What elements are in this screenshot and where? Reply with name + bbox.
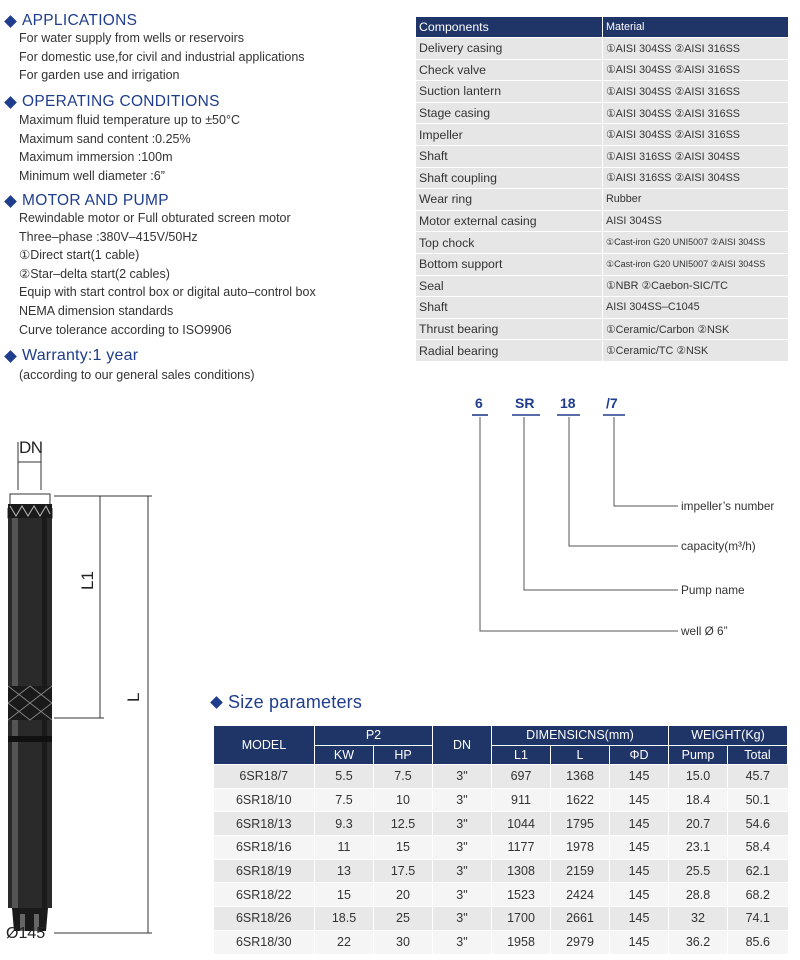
model-cell: 6SR18/13 bbox=[214, 812, 315, 836]
component-material: ①Ceramic/Carbon ②NSK bbox=[603, 318, 789, 340]
hp-cell: 10 bbox=[374, 788, 433, 812]
kw-cell: 5.5 bbox=[315, 765, 374, 789]
applications-heading bbox=[2, 12, 137, 30]
components-header: Components bbox=[416, 17, 603, 38]
operating-list bbox=[19, 111, 240, 185]
l1-header: L1 bbox=[492, 745, 551, 765]
list-item: ②Star–delta start(2 cables) bbox=[19, 266, 170, 281]
pump-weight-cell: 28.8 bbox=[669, 883, 728, 907]
model-code-diagram bbox=[460, 395, 800, 645]
pump-weight-cell: 23.1 bbox=[669, 836, 728, 860]
l1-label: L1 bbox=[78, 571, 97, 590]
component-material: ①AISI 316SS ②AISI 304SS bbox=[603, 167, 789, 189]
l1-cell: 697 bbox=[492, 765, 551, 789]
kw-cell: 13 bbox=[315, 859, 374, 883]
warranty-title: Warranty:1 year bbox=[22, 347, 139, 364]
component-name: Shaft bbox=[416, 297, 603, 319]
list-item: For domestic use,for civil and industrial applications bbox=[19, 49, 305, 64]
dn-cell: 3" bbox=[433, 788, 492, 812]
well-diameter-label: well Ø 6” bbox=[681, 624, 728, 638]
l-cell: 2979 bbox=[551, 930, 610, 953]
component-name: Thrust bearing bbox=[416, 318, 603, 340]
dn-cell: 3" bbox=[433, 812, 492, 836]
kw-cell: 15 bbox=[315, 883, 374, 907]
motor-title: MOTOR AND PUMP bbox=[22, 192, 169, 209]
total-weight-cell: 74.1 bbox=[728, 907, 788, 931]
table-row bbox=[214, 859, 788, 883]
model-cell: 6SR18/30 bbox=[214, 930, 315, 953]
hp-header: HP bbox=[374, 745, 433, 765]
l-cell: 2424 bbox=[551, 883, 610, 907]
hp-cell: 7.5 bbox=[374, 765, 433, 789]
component-material: ①AISI 304SS ②AISI 316SS bbox=[603, 102, 789, 124]
diameter-label: Ø145 bbox=[6, 925, 46, 942]
kw-cell: 7.5 bbox=[315, 788, 374, 812]
model-cell: 6SR18/7 bbox=[214, 765, 315, 789]
component-name: Top chock bbox=[416, 232, 603, 254]
total-weight-cell: 62.1 bbox=[728, 859, 788, 883]
diamond-bullet-icon bbox=[210, 696, 223, 709]
hp-cell: 25 bbox=[374, 907, 433, 931]
component-name: Shaft bbox=[416, 145, 603, 167]
component-material: Rubber bbox=[603, 189, 789, 211]
l-cell: 1795 bbox=[551, 812, 610, 836]
size-table-body bbox=[214, 765, 788, 954]
model-cell: 6SR18/22 bbox=[214, 883, 315, 907]
motor-joint bbox=[8, 736, 52, 742]
hp-cell: 30 bbox=[374, 930, 433, 953]
table-row bbox=[214, 883, 788, 907]
model-code-leader-lines bbox=[460, 395, 800, 645]
component-name: Wear ring bbox=[416, 189, 603, 211]
dn-cell: 3" bbox=[433, 836, 492, 860]
component-material: AISI 304SS–C1045 bbox=[603, 297, 789, 319]
table-row bbox=[416, 102, 788, 124]
model-cell: 6SR18/26 bbox=[214, 907, 315, 931]
components-table bbox=[416, 17, 788, 361]
component-material: ①AISI 304SS ②AISI 316SS bbox=[603, 81, 789, 103]
hp-cell: 12.5 bbox=[374, 812, 433, 836]
table-row bbox=[416, 38, 788, 60]
list-item: For water supply from wells or reservoirs bbox=[19, 31, 245, 45]
component-material: ①AISI 304SS ②AISI 316SS bbox=[603, 124, 789, 146]
table-row bbox=[416, 145, 788, 167]
component-name: Shaft coupling bbox=[416, 167, 603, 189]
component-name: Seal bbox=[416, 275, 603, 297]
l1-cell: 1523 bbox=[492, 883, 551, 907]
operating-title: OPERATING CONDITIONS bbox=[22, 93, 220, 110]
component-name: Bottom support bbox=[416, 253, 603, 275]
total-weight-cell: 54.6 bbox=[728, 812, 788, 836]
component-name: Check valve bbox=[416, 59, 603, 81]
component-name: Suction lantern bbox=[416, 81, 603, 103]
warranty-note: (according to our general sales conditions) bbox=[19, 368, 255, 382]
kw-header: KW bbox=[315, 745, 374, 765]
component-name: Impeller bbox=[416, 124, 603, 146]
kw-cell: 9.3 bbox=[315, 812, 374, 836]
component-name: Radial bearing bbox=[416, 340, 603, 361]
size-parameters-title: Size parameters bbox=[228, 692, 363, 712]
p2-header: P2 bbox=[315, 726, 433, 746]
l1-cell: 911 bbox=[492, 788, 551, 812]
size-header-row bbox=[214, 726, 788, 746]
dn-label: DN bbox=[19, 438, 43, 457]
total-weight-cell: 58.4 bbox=[728, 836, 788, 860]
dn-cell: 3" bbox=[433, 930, 492, 953]
od-cell: 145 bbox=[610, 883, 669, 907]
pump-dimension-drawing bbox=[0, 436, 200, 956]
l-label: L bbox=[124, 692, 143, 702]
leader-capacity bbox=[569, 417, 678, 546]
component-name: Motor external casing bbox=[416, 210, 603, 232]
list-item: Equip with start control box or digital auto–control box bbox=[19, 285, 316, 300]
table-row bbox=[416, 340, 788, 361]
l-header: L bbox=[551, 745, 610, 765]
total-weight-cell: 50.1 bbox=[728, 788, 788, 812]
components-header-row bbox=[416, 17, 788, 38]
warranty-note-block bbox=[19, 366, 255, 385]
od-cell: 145 bbox=[610, 788, 669, 812]
table-row bbox=[214, 836, 788, 860]
dn-header: DN bbox=[433, 726, 492, 765]
kw-cell: 22 bbox=[315, 930, 374, 953]
l1-cell: 1177 bbox=[492, 836, 551, 860]
component-material: ①AISI 304SS ②AISI 316SS bbox=[603, 59, 789, 81]
dn-cell: 3" bbox=[433, 765, 492, 789]
list-item: NEMA dimension standards bbox=[19, 303, 174, 318]
list-item: Three–phase :380V–415V/50Hz bbox=[19, 229, 198, 244]
list-item: ①Direct start(1 cable) bbox=[19, 248, 140, 263]
motor-list bbox=[19, 209, 316, 339]
od-cell: 145 bbox=[610, 930, 669, 953]
diamond-bullet-icon bbox=[4, 195, 17, 208]
pump-weight-cell: 32 bbox=[669, 907, 728, 931]
l-cell: 1622 bbox=[551, 788, 610, 812]
hp-cell: 15 bbox=[374, 836, 433, 860]
pump-name-label: Pump name bbox=[681, 583, 745, 597]
weight-header: WEIGHT(Kg) bbox=[669, 726, 788, 746]
component-material: ①AISI 304SS ②AISI 316SS bbox=[603, 38, 789, 60]
table-row bbox=[416, 275, 788, 297]
table-row bbox=[416, 59, 788, 81]
table-row bbox=[416, 210, 788, 232]
l-cell: 2159 bbox=[551, 859, 610, 883]
diamond-bullet-icon bbox=[4, 350, 17, 363]
table-row bbox=[416, 297, 788, 319]
od-cell: 145 bbox=[610, 907, 669, 931]
od-cell: 145 bbox=[610, 812, 669, 836]
capacity-label: capacity(m³/h) bbox=[681, 539, 756, 553]
warranty-heading bbox=[2, 347, 138, 365]
table-row bbox=[416, 318, 788, 340]
total-weight-cell: 45.7 bbox=[728, 765, 788, 789]
hp-cell: 20 bbox=[374, 883, 433, 907]
diamond-bullet-icon bbox=[4, 15, 17, 28]
l1-cell: 1044 bbox=[492, 812, 551, 836]
operating-heading bbox=[2, 93, 220, 111]
table-row bbox=[416, 253, 788, 275]
component-name: Stage casing bbox=[416, 102, 603, 124]
size-parameters-table bbox=[213, 725, 788, 954]
model-cell: 6SR18/16 bbox=[214, 836, 315, 860]
table-row bbox=[214, 812, 788, 836]
component-material: ①Cast-iron G20 UNI5007 ②AISI 304SS bbox=[603, 253, 789, 275]
od-cell: 145 bbox=[610, 859, 669, 883]
component-material: ①NBR ②Caebon-SIC/TC bbox=[603, 275, 789, 297]
pump-weight-cell: 20.7 bbox=[669, 812, 728, 836]
total-weight-header: Total bbox=[728, 745, 788, 765]
pump-weight-cell: 36.2 bbox=[669, 930, 728, 953]
list-item: Minimum well diameter :6” bbox=[19, 168, 165, 183]
od-header: ΦD bbox=[610, 745, 669, 765]
l-cell: 2661 bbox=[551, 907, 610, 931]
component-material: ①Ceramic/TC ②NSK bbox=[603, 340, 789, 361]
motor-heading bbox=[2, 192, 169, 210]
table-row bbox=[214, 788, 788, 812]
kw-cell: 18.5 bbox=[315, 907, 374, 931]
pump-weight-cell: 25.5 bbox=[669, 859, 728, 883]
list-item: For garden use and irrigation bbox=[19, 68, 180, 83]
leader-pump-name bbox=[524, 417, 678, 590]
table-row bbox=[416, 124, 788, 146]
list-item: Curve tolerance according to ISO9906 bbox=[19, 322, 232, 337]
hp-cell: 17.5 bbox=[374, 859, 433, 883]
l1-cell: 1308 bbox=[492, 859, 551, 883]
table-row bbox=[214, 907, 788, 931]
pump-weight-cell: 15.0 bbox=[669, 765, 728, 789]
dn-cell: 3" bbox=[433, 883, 492, 907]
table-row bbox=[214, 765, 788, 789]
l1-cell: 1958 bbox=[492, 930, 551, 953]
component-name: Delivery casing bbox=[416, 38, 603, 60]
applications-list bbox=[19, 29, 305, 85]
code-segment-impeller: /7 bbox=[606, 395, 618, 411]
model-cell: 6SR18/19 bbox=[214, 859, 315, 883]
table-row bbox=[214, 930, 788, 953]
component-material: ①AISI 316SS ②AISI 304SS bbox=[603, 145, 789, 167]
table-row bbox=[416, 232, 788, 254]
dn-cell: 3" bbox=[433, 907, 492, 931]
kw-cell: 11 bbox=[315, 836, 374, 860]
od-cell: 145 bbox=[610, 836, 669, 860]
applications-title: APPLICATIONS bbox=[22, 12, 138, 29]
list-item: Maximum immersion :100m bbox=[19, 150, 173, 165]
l-cell: 1978 bbox=[551, 836, 610, 860]
code-segment-well: 6 bbox=[475, 395, 483, 411]
model-cell: 6SR18/10 bbox=[214, 788, 315, 812]
od-cell: 145 bbox=[610, 765, 669, 789]
pump-weight-cell: 18.4 bbox=[669, 788, 728, 812]
size-parameters-heading bbox=[208, 692, 362, 713]
l1-cell: 1700 bbox=[492, 907, 551, 931]
leader-well bbox=[480, 417, 678, 631]
code-segment-capacity: 18 bbox=[560, 395, 576, 411]
code-segment-name: SR bbox=[515, 395, 535, 411]
component-material: AISI 304SS bbox=[603, 210, 789, 232]
dimensions-header: DIMENSICNS(mm) bbox=[492, 726, 669, 746]
total-weight-cell: 68.2 bbox=[728, 883, 788, 907]
model-header: MODEL bbox=[214, 726, 315, 765]
list-item: Rewindable motor or Full obturated screen motor bbox=[19, 211, 291, 225]
table-row bbox=[416, 189, 788, 211]
list-item: Maximum sand content :0.25% bbox=[19, 131, 191, 146]
list-item: Maximum fluid temperature up to ±50°C bbox=[19, 113, 240, 127]
table-row bbox=[416, 81, 788, 103]
impeller-number-label: impeller’s number bbox=[681, 499, 775, 513]
diamond-bullet-icon bbox=[4, 96, 17, 109]
dn-cell: 3" bbox=[433, 859, 492, 883]
pump-weight-header: Pump bbox=[669, 745, 728, 765]
leader-impeller bbox=[614, 417, 678, 506]
l-cell: 1368 bbox=[551, 765, 610, 789]
material-header: Material bbox=[603, 17, 789, 38]
table-row bbox=[416, 167, 788, 189]
component-material: ①Cast-iron G20 UNI5007 ②AISI 304SS bbox=[603, 232, 789, 254]
total-weight-cell: 85.6 bbox=[728, 930, 788, 953]
